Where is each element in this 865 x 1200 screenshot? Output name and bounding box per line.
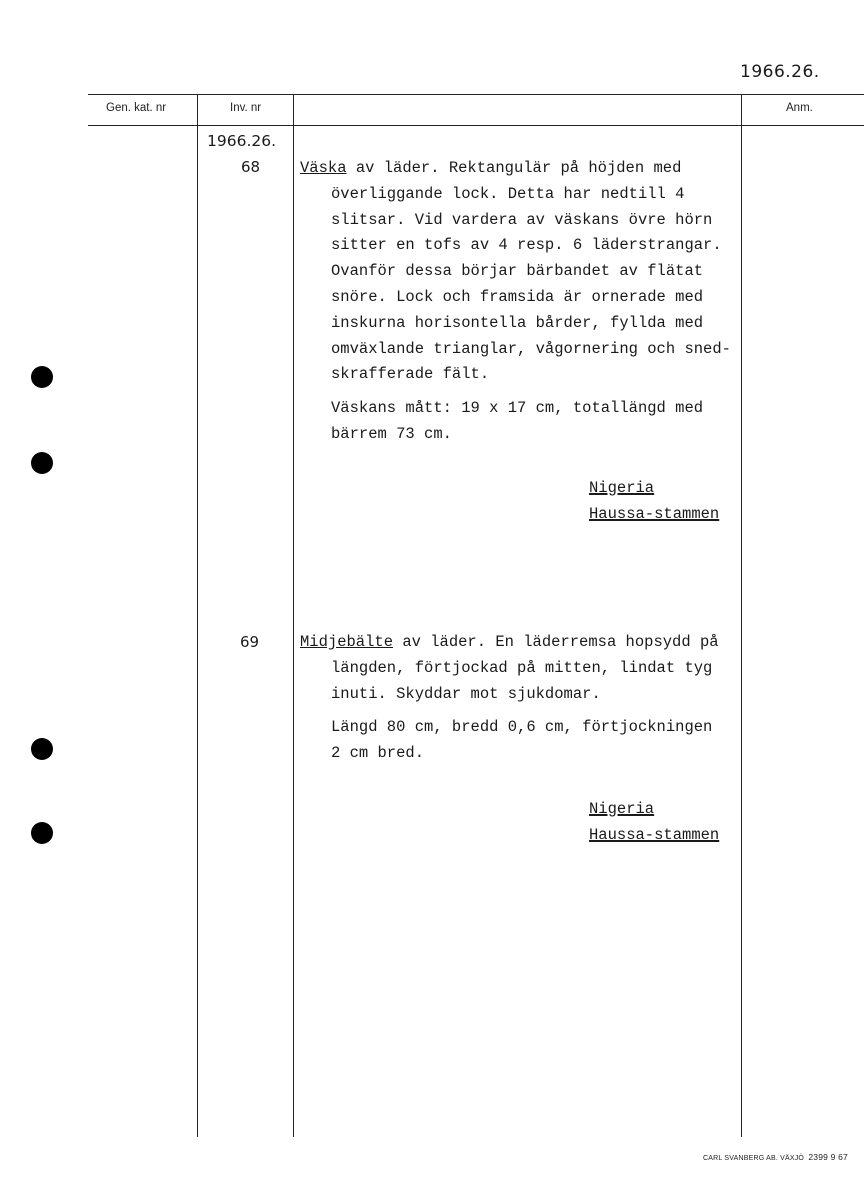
inv-number-69: 69 <box>240 633 260 651</box>
entry-line: omväxlande trianglar, vågornering och sned- <box>331 339 731 358</box>
entry-69-description <box>300 630 740 767</box>
column-divider-3 <box>741 94 742 1137</box>
entry-line: längden, förtjockad på mitten, lindat tyg <box>331 658 713 677</box>
inventory-year: 1966.26. <box>207 132 277 150</box>
entry-line: sitter en tofs av 4 resp. 6 läderstrangar. <box>331 236 722 255</box>
entry-68-description <box>300 156 740 448</box>
punch-hole <box>31 366 53 388</box>
punch-hole <box>31 822 53 844</box>
header-top-rule <box>88 94 864 95</box>
entry-line: överliggande lock. Detta har nedtill 4 <box>331 184 685 203</box>
entry-line: Ovanför dessa börjar bärbandet av flätat <box>331 262 704 281</box>
header-bottom-rule <box>88 125 864 126</box>
page-number: 1966.26. <box>740 62 820 82</box>
column-header-gen-kat-nr: Gen. kat. nr <box>106 102 167 114</box>
entry-line: skrafferade fält. <box>331 365 490 384</box>
entry-line: inskurna horisontella bårder, fyllda med <box>331 313 704 332</box>
entry-first-line <box>300 630 740 656</box>
entry-68-origin <box>589 476 719 528</box>
origin-country: Nigeria <box>589 800 655 818</box>
entry-measurements: Väskans mått: 19 x 17 cm, totallängd med <box>331 399 704 418</box>
origin-tribe: Haussa-stammen <box>589 504 720 523</box>
entry-measurements: bärrem 73 cm. <box>331 424 452 443</box>
inv-number-68: 68 <box>241 158 261 176</box>
punch-hole <box>31 452 53 474</box>
entry-first-line <box>300 156 740 182</box>
origin-country: Nigeria <box>589 479 655 497</box>
column-divider-2 <box>293 94 294 1137</box>
column-header-inv-nr: Inv. nr <box>230 102 262 114</box>
entry-first-line-rest: av läder. En läderremsa hopsydd på <box>393 633 719 651</box>
printer-name: CARL SVANBERG AB. VÄXJÖ <box>703 1155 805 1162</box>
origin-tribe: Haussa-stammen <box>589 825 720 844</box>
entry-title: Väska <box>300 159 347 177</box>
column-divider-1 <box>197 94 198 1137</box>
entry-69-origin <box>589 797 719 849</box>
entry-line: slitsar. Vid vardera av väskans övre hörn <box>331 210 713 229</box>
entry-measurements: 2 cm bred. <box>331 744 425 763</box>
printer-code: 2399 9 67 <box>808 1152 848 1162</box>
printer-mark <box>703 1152 848 1162</box>
entry-line: snöre. Lock och framsida är ornerade med <box>331 287 704 306</box>
entry-first-line-rest: av läder. Rektangulär på höjden med <box>346 159 682 177</box>
punch-hole <box>31 738 53 760</box>
entry-line: inuti. Skyddar mot sjukdomar. <box>331 684 601 703</box>
entry-title: Midjebälte <box>300 633 394 651</box>
entry-measurements: Längd 80 cm, bredd 0,6 cm, förtjockningen <box>331 718 713 737</box>
column-header-anm: Anm. <box>786 102 813 114</box>
